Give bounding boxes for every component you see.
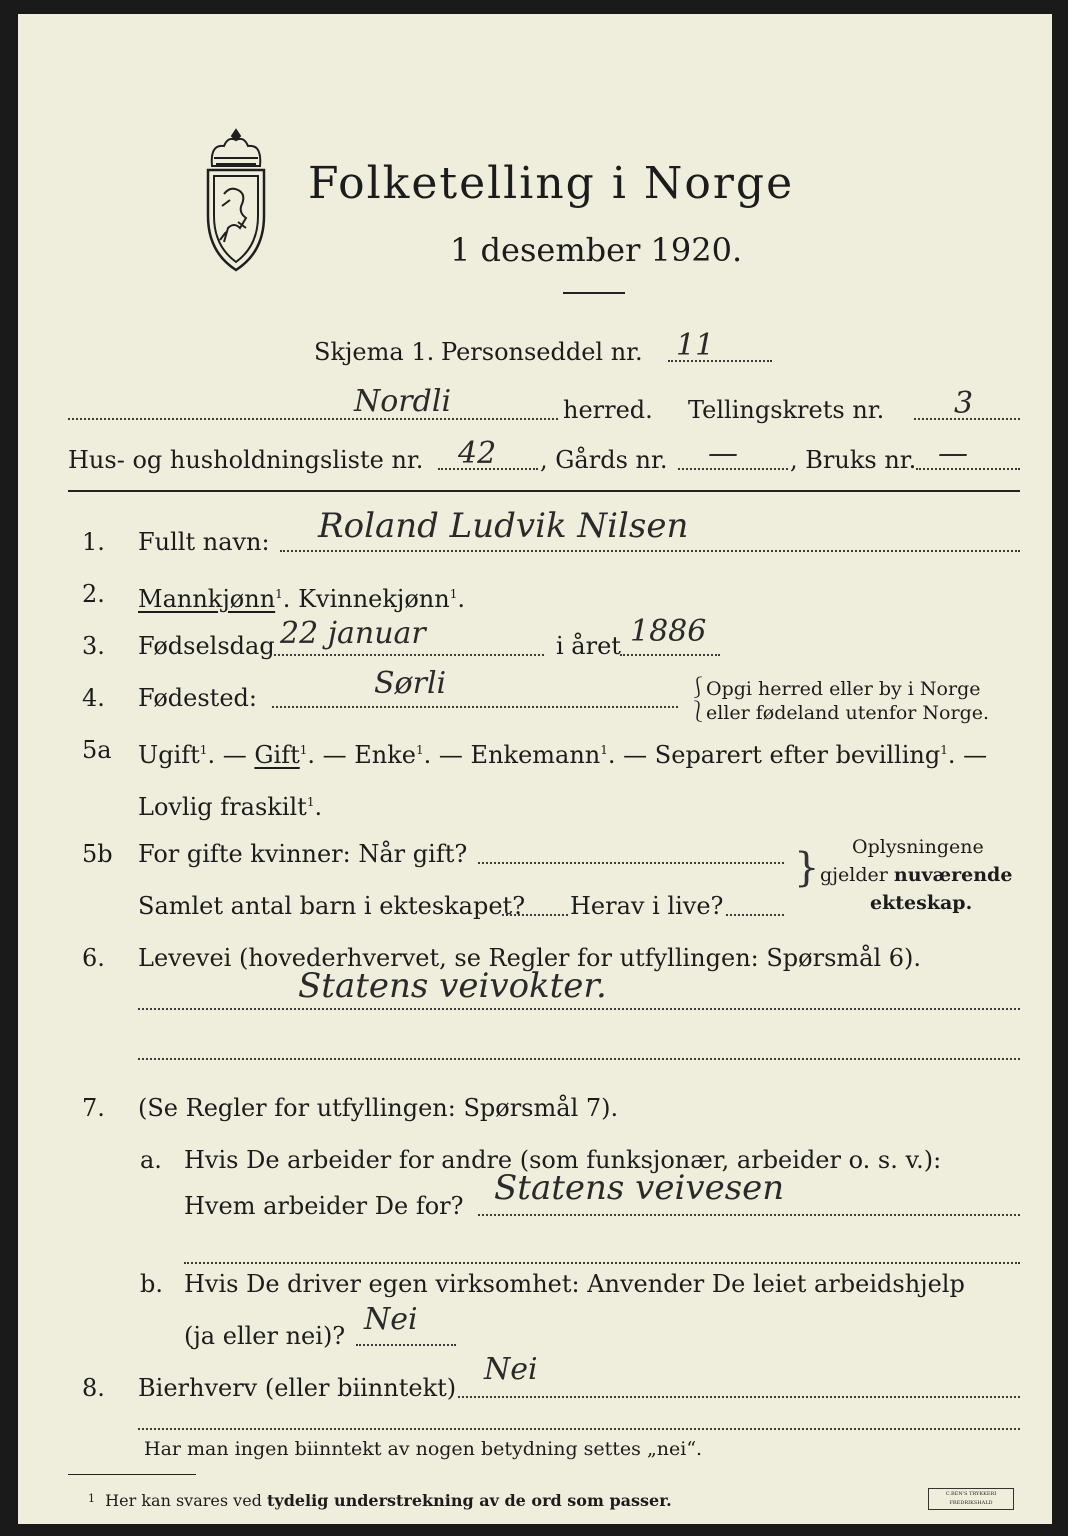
q3-year-value: 1886 bbox=[630, 614, 707, 649]
q1-label: Fullt navn: bbox=[138, 528, 270, 556]
q7b-text: Hvis De driver egen virksomhet: Anvender De leiet arbeidshjelp bbox=[184, 1270, 965, 1298]
q7b-question: (ja eller nei)? bbox=[184, 1322, 346, 1350]
q5a-fraskilt-option: Lovlig fraskilt$^1$. bbox=[138, 793, 323, 821]
q7a-line-2 bbox=[184, 1262, 1020, 1264]
tellingskrets-line bbox=[914, 418, 1020, 420]
q2-mann-option: Mannkjønn bbox=[138, 585, 276, 613]
footnote: $^1$ Her kan svares ved tydelig understrekning av de ord som passer. bbox=[88, 1491, 672, 1510]
bruks-value: — bbox=[938, 436, 968, 471]
schema-label: Skjema 1. bbox=[314, 338, 435, 366]
hus-value: 42 bbox=[458, 436, 497, 471]
tellingskrets-label: Tellingskrets nr. bbox=[688, 396, 885, 424]
q6-label: Levevei (hovederhvervet, se Regler for utfyllingen: Spørsmål 6). bbox=[138, 944, 922, 972]
q7a-question: Hvem arbeider De for? bbox=[184, 1192, 464, 1220]
q5b-children-line bbox=[502, 914, 568, 916]
q6-number: 6. bbox=[82, 944, 105, 972]
q5b-alive-line bbox=[726, 914, 784, 916]
q2-number: 2. bbox=[82, 580, 105, 608]
personseddel-label: Personseddel nr. bbox=[441, 338, 643, 366]
q4-brace-lower: ⎱ bbox=[688, 699, 708, 723]
q5b-line-2a: Samlet antal barn i ekteskapet? bbox=[138, 892, 526, 920]
gards-value: — bbox=[708, 436, 738, 471]
tellingskrets-value: 3 bbox=[954, 386, 974, 421]
bruks-label: , Bruks nr. bbox=[790, 446, 917, 474]
q5b-brace: } bbox=[794, 845, 820, 891]
herred-label: herred. bbox=[563, 396, 653, 424]
gards-label: , Gårds nr. bbox=[540, 446, 668, 474]
q5a-separert-option: Separert efter bevilling bbox=[654, 741, 941, 769]
footnote-divider bbox=[68, 1474, 196, 1475]
q4-brace: ⎰ bbox=[688, 675, 708, 699]
q4-number: 4. bbox=[82, 684, 105, 712]
q7a-letter: a. bbox=[140, 1146, 162, 1174]
q6-line-2 bbox=[138, 1058, 1020, 1060]
q5a-enke-option: Enke bbox=[354, 741, 416, 769]
q1-value: Roland Ludvik Nilsen bbox=[318, 506, 689, 546]
coat-of-arms-icon bbox=[190, 124, 282, 276]
q1-number: 1. bbox=[82, 528, 105, 556]
q4-line bbox=[272, 706, 678, 708]
q7-number: 7. bbox=[82, 1094, 105, 1122]
q8-value: Nei bbox=[484, 1352, 538, 1387]
form-title: Folketelling i Norge bbox=[308, 158, 795, 209]
bruks-line bbox=[916, 468, 1020, 470]
herred-value: Nordli bbox=[354, 384, 452, 419]
herred-line bbox=[68, 418, 558, 420]
q8-line-2 bbox=[138, 1428, 1020, 1430]
q3-label: Fødselsdag bbox=[138, 632, 275, 660]
q7b-letter: b. bbox=[140, 1270, 163, 1298]
personseddel-value: 11 bbox=[676, 328, 715, 363]
q8-number: 8. bbox=[82, 1374, 105, 1402]
q5b-note-1: Oplysningene bbox=[852, 836, 984, 858]
q6-value: Statens veivokter. bbox=[298, 966, 607, 1006]
q3-line bbox=[274, 654, 544, 656]
q5b-note-2: gjelder nuværende bbox=[820, 864, 1013, 886]
q7b-value: Nei bbox=[364, 1302, 418, 1337]
q5a-enkemann-option: Enkemann bbox=[470, 741, 601, 769]
q5b-number: 5b bbox=[82, 840, 113, 868]
q5b-note-3: ekteskap. bbox=[870, 892, 973, 914]
hus-line bbox=[438, 468, 538, 470]
q4-note-1: Opgi herred eller by i Norge bbox=[706, 678, 981, 700]
q2-kvinne-option: Kvinnekjønn bbox=[298, 585, 450, 613]
q8-line-1 bbox=[458, 1396, 1020, 1398]
q5a-gift-option: Gift bbox=[254, 741, 300, 769]
q2-options: Mannkjønn$^1$. Kvinnekjønn$^1$. bbox=[138, 585, 465, 613]
q7-label: (Se Regler for utfyllingen: Spørsmål 7). bbox=[138, 1094, 619, 1122]
q3-value: 22 januar bbox=[280, 616, 426, 651]
q1-line bbox=[280, 550, 1020, 552]
q4-value: Sørli bbox=[374, 666, 447, 701]
census-form-page bbox=[18, 14, 1052, 1524]
q5a-ugift-option: Ugift bbox=[138, 741, 200, 769]
q3-year-label: i året bbox=[556, 632, 621, 660]
q5b-line-1: For gifte kvinner: Når gift? bbox=[138, 840, 468, 868]
hus-label: Hus- og husholdningsliste nr. bbox=[68, 446, 424, 474]
q5b-married-line bbox=[478, 862, 784, 864]
q7a-value: Statens veivesen bbox=[494, 1168, 785, 1208]
header-divider bbox=[68, 490, 1020, 492]
census-date: 1 desember 1920. bbox=[450, 231, 743, 269]
q5a-number: 5a bbox=[82, 736, 112, 764]
q7a-line-1 bbox=[478, 1214, 1020, 1216]
footnote-mark: 1 bbox=[88, 1492, 95, 1505]
q7b-line bbox=[356, 1344, 456, 1346]
q3-number: 3. bbox=[82, 632, 105, 660]
q8-label: Bierhverv (eller biinntekt) bbox=[138, 1374, 457, 1402]
q5a-options: Ugift$^1$. — Gift$^1$. — Enke$^1$. — Enkemann$^1$. — Separert efter bevilling$^1$. — bbox=[138, 741, 988, 769]
personseddel-line bbox=[668, 360, 772, 362]
q6-line-1 bbox=[138, 1008, 1020, 1010]
q4-label: Fødested: bbox=[138, 684, 257, 712]
title-divider bbox=[563, 292, 625, 294]
q3-year-line bbox=[620, 654, 720, 656]
gards-line bbox=[678, 468, 788, 470]
printer-stamp: C.BEN'S TRYKKERI FREDRIKSHALD bbox=[928, 1488, 1014, 1510]
footer-note: Har man ingen biinntekt av nogen betydning settes „nei“. bbox=[144, 1438, 703, 1460]
q5b-line-2b: Herav i live? bbox=[570, 892, 724, 920]
q4-note-2: eller fødeland utenfor Norge. bbox=[706, 702, 990, 724]
q7a-text: Hvis De arbeider for andre (som funksjonær, arbeider o. s. v.): bbox=[184, 1146, 942, 1174]
